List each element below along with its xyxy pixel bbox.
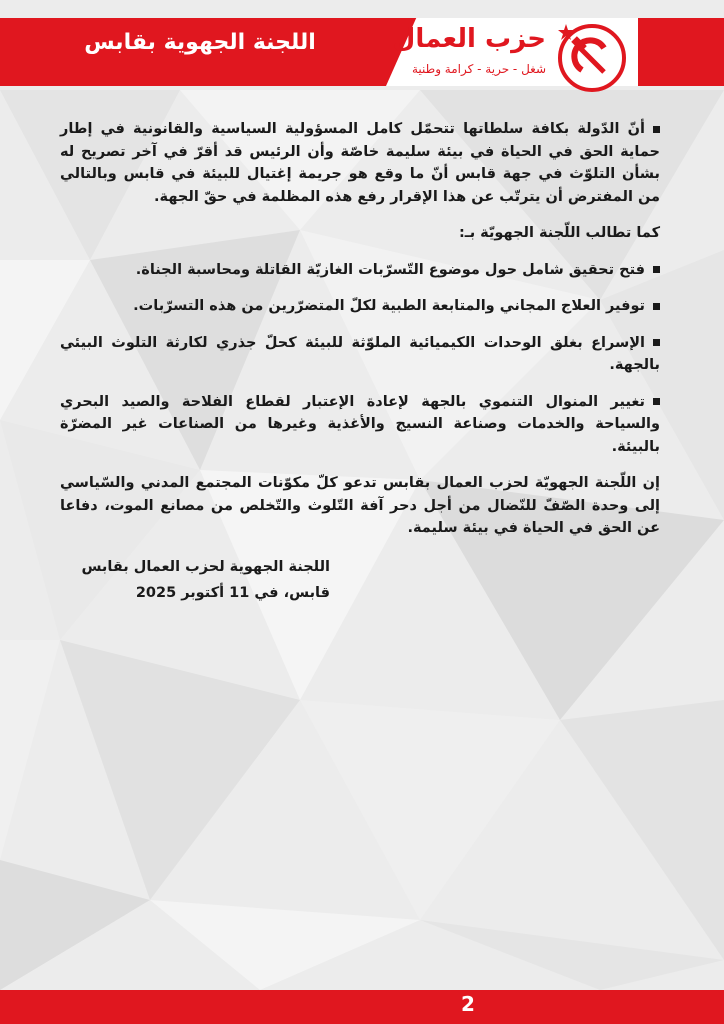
square-bullet-icon (653, 266, 660, 273)
demands-intro: كما تطالب اللّجنة الجهويّة بـ: (458, 225, 660, 241)
signature-block (60, 554, 330, 606)
closing-paragraph: إن اللّجنة الجهويّة لحزب العمال بقابس تدعو كلّ مكوّنات المجتمع المدني والسّياسي إلى وحدة الصّفّ للنّضال من أجل دحر آفة التّلوث والتّخلص من مصانع الموت، دفاعا عن الحق في الحياة في بيئة سليمة. (60, 475, 660, 536)
footer-band (0, 990, 724, 1024)
square-bullet-icon (653, 303, 660, 310)
page-number: 2 (461, 992, 475, 1016)
square-bullet-icon (653, 339, 660, 346)
demand-item: توفير العلاج المجاني والمتابعة الطبية لكلّ المتضرّرين من هذه التسرّبات. (60, 295, 660, 318)
header-title: اللجنة الجهوية بقابس (84, 30, 316, 55)
demand-item: تغيير المنوال التنموي بالجهة لإعادة الإعتبار لقطاع الفلاحة والصيد البحري والسياحة والخدمات وصناعة النسيج والأغذية وغيرها من الصناعات غير المضرّة بالبيئة. (60, 393, 660, 455)
signature-date: قابس، في 11 أكتوبر 2025 (135, 584, 330, 601)
brand-name: حزب العمال (392, 24, 546, 54)
paragraph-responsibility: أنّ الدّولة بكافة سلطاتها تتحمّل كامل المسؤولية السياسية والقانونية في إطار حماية الحق في الحياة في بيئة سليمة خاصّة وأن الرئيس قد أقرّ في آخر تصريح له بشأن التلوّث في جهة قابس أنّ ما وقع هو جريمة إغتيال للبيئة في قابس وبالتالي من المفترض أن يترتّب عن هذا الإقرار رفع هذه المظلمة في حقّ الجهة. (60, 121, 660, 205)
signature-committee: اللجنة الجهوية لحزب العمال بقابس (81, 558, 330, 575)
square-bullet-icon (653, 398, 660, 405)
document-body (60, 118, 660, 606)
demand-item: الإسراع بغلق الوحدات الكيميائية الملوّثة للبيئة كحلّ جذري لكارثة التلوث البيئي بالجهة. (60, 334, 660, 373)
hammer-sickle-star-logo-icon (552, 18, 626, 92)
demand-item: فتح تحقيق شامل حول موضوع التّسرّبات الغازيّة القاتلة ومحاسبة الجناة. (60, 259, 660, 282)
square-bullet-icon (653, 126, 660, 133)
brand-slogan: شغل - حرية - كرامة وطنية (411, 62, 546, 76)
